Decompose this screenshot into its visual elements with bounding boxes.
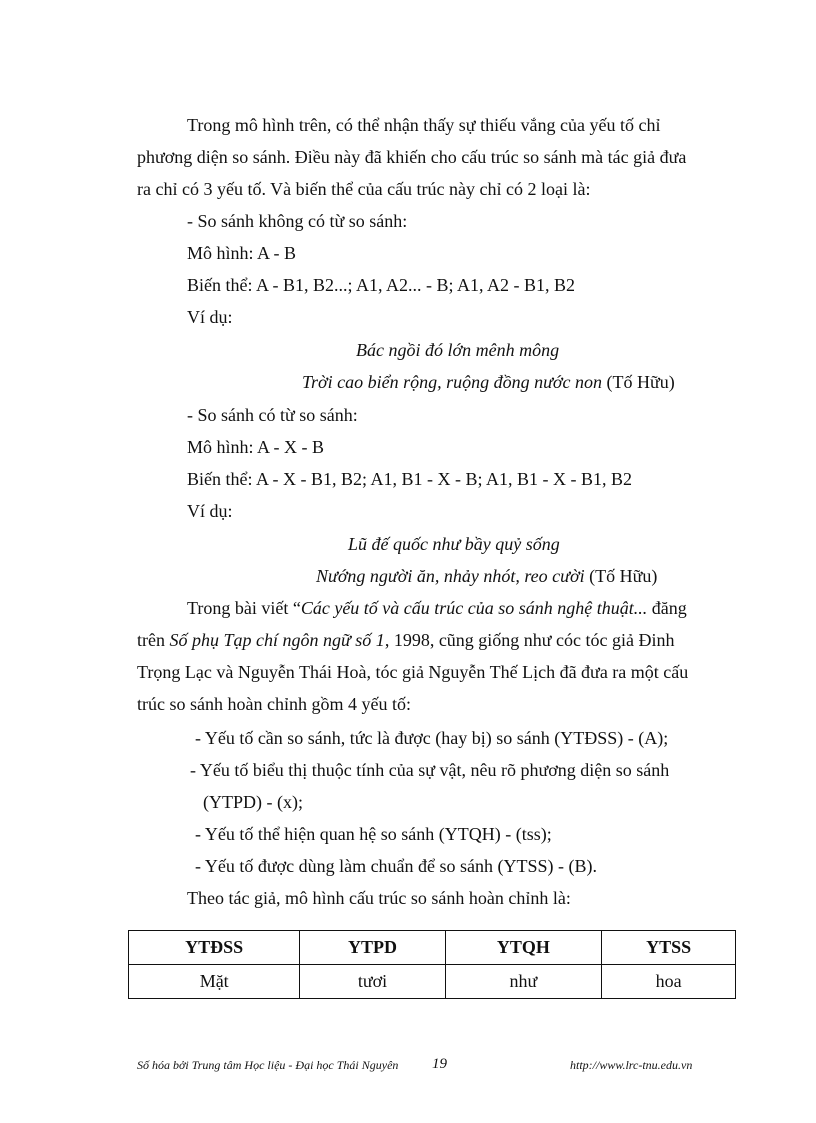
- type-2-model: Mô hình: A - X - B: [187, 437, 325, 457]
- table-row: [129, 965, 736, 999]
- example-label-1: Ví dụ:: [187, 307, 233, 327]
- poem-2-line-2: [316, 565, 657, 587]
- type-2-variant: Biến thể: A - X - B1, B2; A1, B1 - X - B; A1, B1 - X - B1, B2: [187, 469, 633, 489]
- table-cell: Mặt: [129, 965, 300, 999]
- list-item-4: - Yếu tố được dùng làm chuẩn để so sánh (YTSS) - (B).: [195, 856, 598, 876]
- comparison-structure-table: [128, 930, 736, 999]
- poem-1-line-2-text: Trời cao biển rộng, ruộng đồng nước non: [302, 372, 603, 392]
- example-label-2: Ví dụ:: [187, 501, 233, 521]
- journal-title: Số phụ Tạp chí ngôn ngữ số 1: [169, 630, 385, 650]
- table-header-row: [129, 931, 736, 965]
- poem-2-line-1: Lũ đế quốc như bầy quỷ sống: [348, 534, 560, 554]
- footer-url: http://www.lrc-tnu.edu.vn: [570, 1058, 693, 1072]
- type-1-model: Mô hình: A - B: [187, 243, 297, 263]
- paragraph-1-line-1: Trong mô hình trên, có thể nhận thấy sự thiếu vắng của yếu tố chỉ: [187, 115, 661, 135]
- poem-1-line-1: Bác ngồi đó lớn mênh mông: [356, 340, 560, 360]
- type-1-variant: Biến thể: A - B1, B2...; A1, A2... - B; A1, A2 - B1, B2: [187, 275, 576, 295]
- p2-l2-a: trên: [137, 630, 170, 650]
- paragraph-2-line-4: trúc so sánh hoàn chỉnh gồm 4 yếu tố:: [137, 694, 411, 714]
- poem-2-author: (Tố Hữu): [584, 566, 658, 586]
- paragraph-2-line-3: Trọng Lạc và Nguyễn Thái Hoà, tóc giả Nguyễn Thế Lịch đã đưa ra một cấu: [137, 662, 689, 682]
- article-title: Các yếu tố và cấu trúc của so sánh nghệ thuật...: [300, 598, 648, 618]
- footer-source: Số hóa bởi Trung tâm Học liệu - Đại học Thái Nguyên: [137, 1058, 399, 1072]
- type-1-heading: - So sánh không có từ so sánh:: [187, 211, 408, 231]
- p2-l2-c: , 1998, cũng giống như cóc tóc giả Đinh: [384, 630, 675, 650]
- poem-1-line-2: [302, 371, 675, 393]
- table-header-cell: YTSS: [602, 931, 736, 965]
- table-header-cell: YTQH: [445, 931, 602, 965]
- poem-1-author: (Tố Hữu): [602, 372, 675, 392]
- table-cell: hoa: [602, 965, 736, 999]
- list-item-2-line-1: - Yếu tố biểu thị thuộc tính của sự vật, nêu rõ phương diện so sánh: [190, 760, 670, 780]
- paragraph-1-line-2: phương diện so sánh. Điều này đã khiến cho cấu trúc so sánh mà tác giả đưa: [137, 147, 687, 167]
- table-header-cell: YTPD: [300, 931, 445, 965]
- page-number: 19: [432, 1056, 447, 1072]
- table-header-cell: YTĐSS: [129, 931, 300, 965]
- list-item-2-line-2: (YTPD) - (x);: [203, 792, 303, 812]
- paragraph-2-line-2: [137, 629, 675, 651]
- table-cell: tươi: [300, 965, 445, 999]
- paragraph-1-line-3: ra chỉ có 3 yếu tố. Và biến thể của cấu trúc này chỉ có 2 loại là:: [137, 179, 591, 199]
- list-item-3: - Yếu tố thể hiện quan hệ so sánh (YTQH) - (tss);: [195, 824, 552, 844]
- paragraph-2-line-1: [187, 597, 687, 619]
- list-item-1: - Yếu tố cần so sánh, tức là được (hay bị) so sánh (YTĐSS) - (A);: [195, 728, 669, 748]
- table-cell: như: [445, 965, 602, 999]
- p2-l1-a: Trong bài viết “: [187, 598, 301, 618]
- p2-l1-c: đăng: [647, 598, 687, 618]
- poem-2-line-2-text: Nướng người ăn, nhảy nhót, reo cười: [316, 566, 585, 586]
- paragraph-3: Theo tác giả, mô hình cấu trúc so sánh hoàn chỉnh là:: [187, 888, 571, 908]
- type-2-heading: - So sánh có từ so sánh:: [187, 405, 358, 425]
